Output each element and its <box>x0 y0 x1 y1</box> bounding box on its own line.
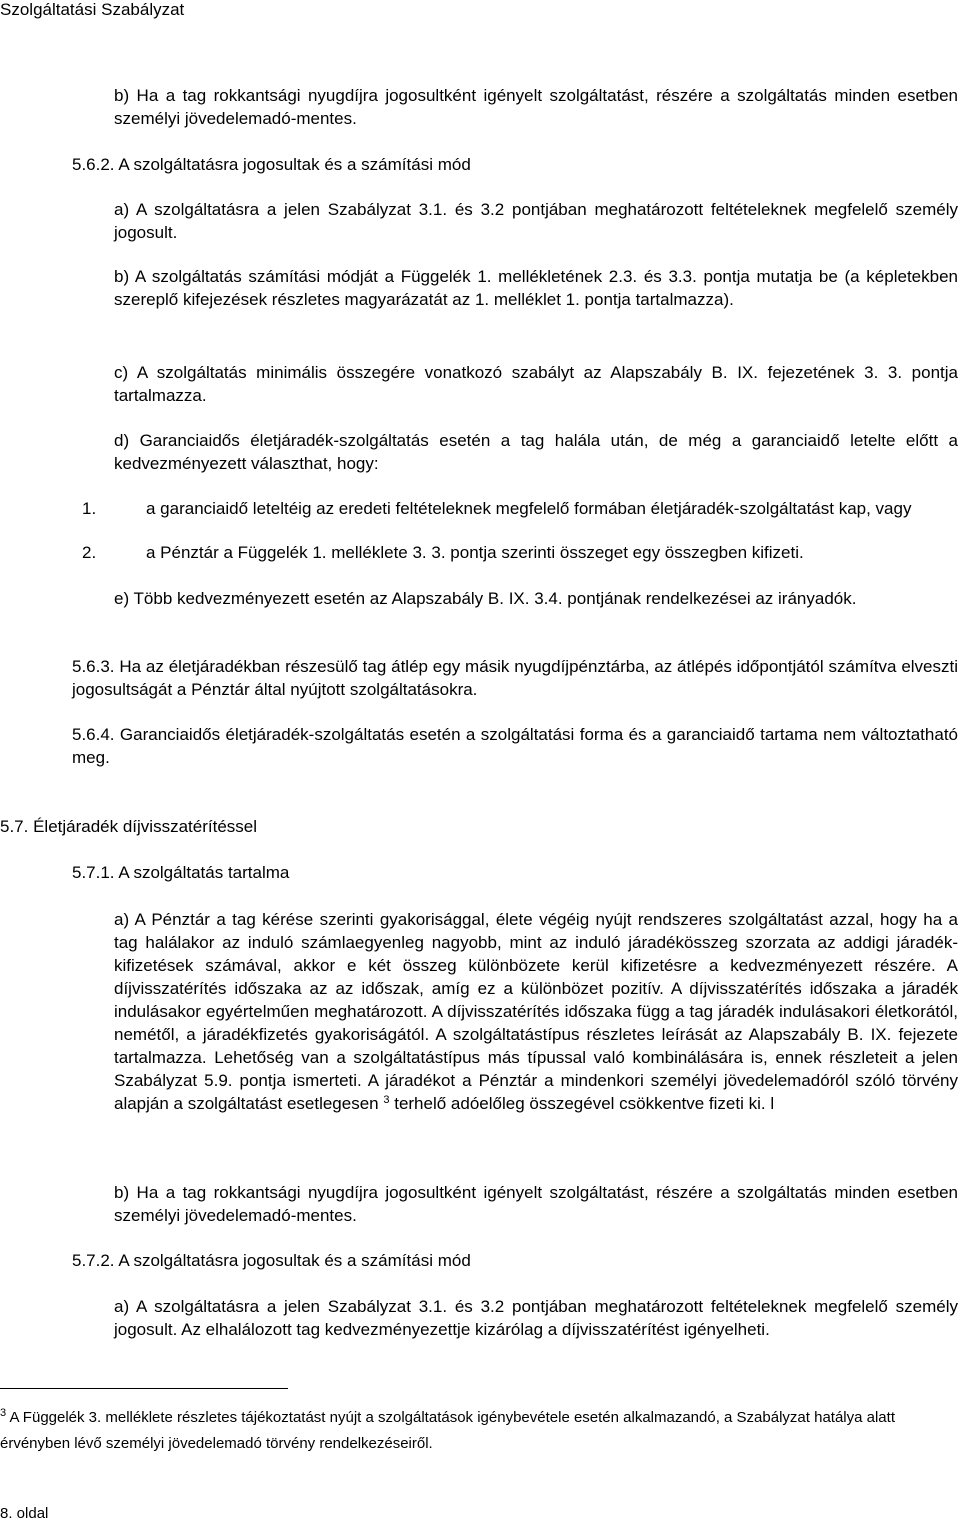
paragraph-a-eligibility: a) A szolgáltatásra a jelen Szabályzat 3.1. és 3.2 pontjában meghatározott feltételeknek megfelelő személy jogosult. <box>114 200 958 242</box>
paragraph-b-calculation: b) A szolgáltatás számítási módját a Függelék 1. mellékletének 2.3. és 3.3. pontja mutatja be (a képletekben szereplő kifejezések részletes magyarázatát az 1. melléklet 1. pontja tartalmazza). <box>114 267 958 309</box>
footnote-marker: 3 <box>0 1407 7 1419</box>
paragraph-text-tail: terhelő adóelőleg összegével csökkentve fizeti ki. l <box>389 1094 775 1113</box>
section-heading-5-7-1: 5.7.1. A szolgáltatás tartalma <box>72 863 290 882</box>
paragraph-c-minimum: c) A szolgáltatás minimális összegére vonatkozó szabályt az Alapszabály B. IX. fejezetének 3. 3. pontja tartalmazza. <box>114 363 958 405</box>
list-text: a garanciaidő leteltéig az eredeti feltételeknek megfelelő formában életjáradék-szolgáltatást kap, vagy <box>146 499 912 518</box>
section-heading-5-7: 5.7. Életjáradék díjvisszatérítéssel <box>0 817 258 836</box>
running-header: Szolgáltatási Szabályzat <box>0 0 185 19</box>
list-number: 2. <box>82 543 97 562</box>
list-item <box>82 541 960 564</box>
paragraph-5-6-3: 5.6.3. Ha az életjáradékban részesülő tag átlép egy másik nyugdíjpénztárba, az átlépés időpontjától számítva elveszti jogosultságát a Pénztár által nyújtott szolgáltatásokra. <box>72 657 958 699</box>
section-heading-5-7-2: 5.7.2. A szolgáltatásra jogosultak és a számítási mód <box>72 1251 471 1270</box>
list-number: 1. <box>82 499 97 518</box>
footnote-reference[interactable]: 3 <box>383 1094 390 1106</box>
page-number: 8. oldal <box>0 1505 49 1522</box>
paragraph-b-tax-exempt: b) Ha a tag rokkantsági nyugdíjra jogosultként igényelt szolgáltatást, részére a szolgáltatás minden esetben személyi jövedelemadó-mentes. <box>114 86 958 128</box>
list-text: a Pénztár a Függelék 1. melléklete 3. 3. pontja szerinti összeget egy összegben kifizeti. <box>146 543 804 562</box>
list-item <box>82 497 960 520</box>
paragraph-e-beneficiaries: e) Több kedvezményezett esetén az Alapszabály B. IX. 3.4. pontjának rendelkezései az irányadók. <box>114 589 857 608</box>
section-heading-5-6-2: 5.6.2. A szolgáltatásra jogosultak és a számítási mód <box>72 155 471 174</box>
footnote-text: A Függelék 3. melléklete részletes tájékoztatást nyújt a szolgáltatások igénybevétele esetén alkalmazandó, a Szabályzat hatálya alatt érvényben lévő személyi jövedelemadó törvény rendelkezéseiről. <box>0 1409 895 1452</box>
footnote-separator <box>0 1388 288 1389</box>
footnote <box>0 1405 960 1457</box>
paragraph-a-eligibility-2: a) A szolgáltatásra a jelen Szabályzat 3.1. és 3.2 pontjában meghatározott feltételeknek megfelelő személy jogosult. Az elhalálozott tag kedvezményezettje kizárólag a díjvisszatérítést igényelheti. <box>114 1297 958 1339</box>
paragraph-b-tax-exempt-2: b) Ha a tag rokkantsági nyugdíjra jogosultként igényelt szolgáltatást, részére a szolgáltatás minden esetben személyi jövedelemadó-mentes. <box>114 1183 958 1225</box>
paragraph-d-guarantee: d) Garanciaidős életjáradék-szolgáltatás esetén a tag halála után, de még a garanciaidő letelte előtt a kedvezményezett választhat, hogy: <box>114 431 958 473</box>
paragraph-5-6-4: 5.6.4. Garanciaidős életjáradék-szolgáltatás esetén a szolgáltatási forma és a garanciaidő tartama nem változtatható meg. <box>72 725 958 767</box>
paragraph-text: a) A Pénztár a tag kérése szerinti gyakorisággal, élete végéig nyújt rendszeres szolgáltatást azzal, hogy ha a tag halálakor az induló számlaegyenleg nagyobb, mint az induló járadékösszeg szorzata az addigi járadék-kifizetések számával, akkor e két összeg különbözete kerül kifizetésre a kedvezményezett részére. A díjvisszatérítés időszaka az az időszak, amíg ez a különbözet pozitív. A díjvisszatérítés időszaka a járadék indulásakor egyértelműen meghatározott. A díjvisszatérítés időszaka függ a tag járadék indulásakori életkorától, nemétől, a járadékfizetés gyakoriságától. A szolgáltatástípus részletes leírását az Alapszabály B. IX. fejezete tartalmazza. Lehetőség van a szolgáltatástípus más típussal való kombinálására is, ennek részleteit a jelen Szabályzat 5.9. pontja ismerteti. A járadékot a Pénztár a mindenkori személyi jövedelemadóról szóló törvény alapján a szolgáltatást esetlegesen <box>114 910 958 1113</box>
paragraph-a-service-content <box>114 908 958 1115</box>
